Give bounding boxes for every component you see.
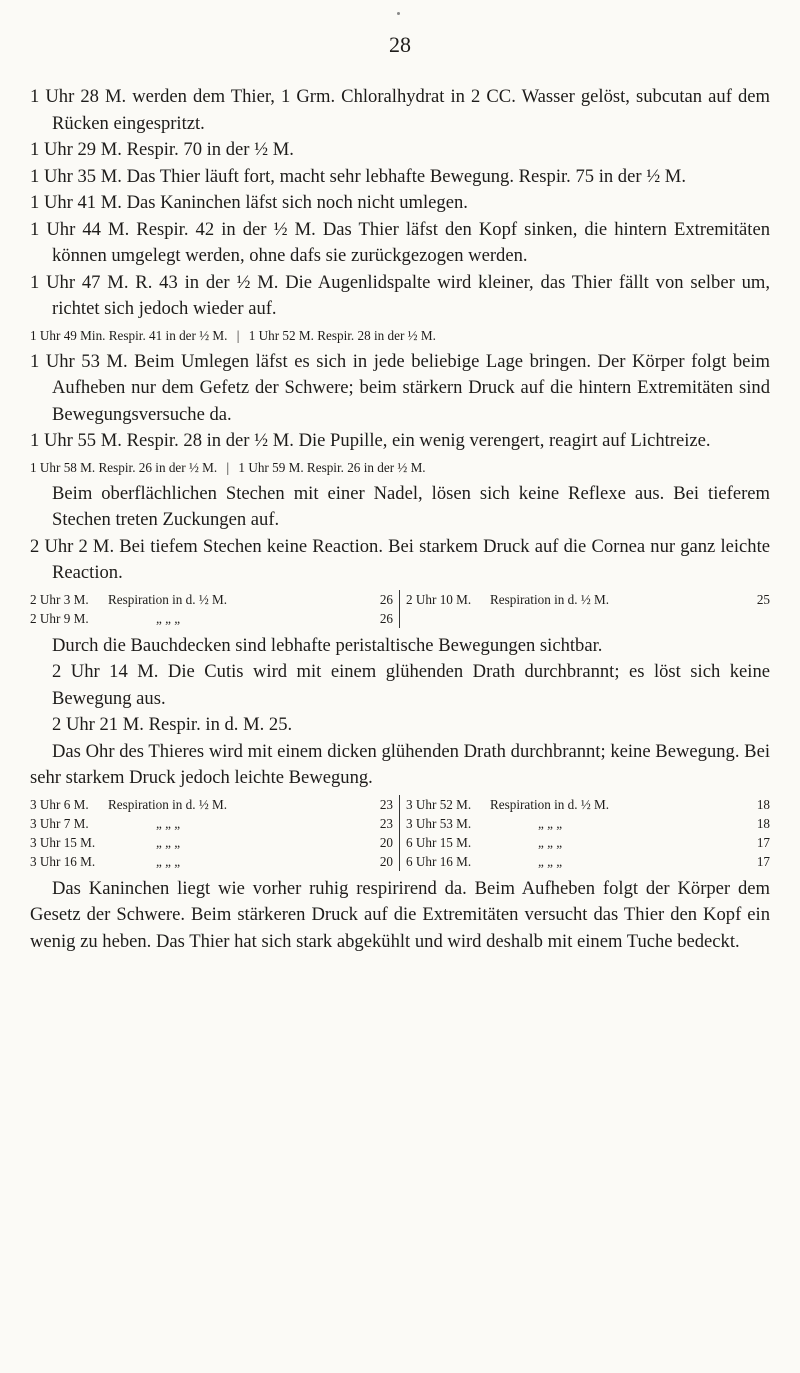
table-row: 2 Uhr 9 M. „ „ „ 26 [30,610,393,626]
log-entry-1-44: 1 Uhr 44 M. Respir. 42 in der ½ M. Das Thier läfst den Kopf sinken, die hintern Extremitäten können umgelegt werden, ohne dafs sie zurückgezogen werden. [30,218,770,266]
table-row: 3 Uhr 16 M. „ „ „ 20 [30,853,393,869]
note-2b: 1 Uhr 59 M. Respir. 26 in der ½ M. [238,459,426,475]
table-row: 2 Uhr 3 M. Respiration in d. ½ M. 26 [30,591,393,607]
log-entry-1-55: 1 Uhr 55 M. Respir. 28 in der ½ M. Die Pupille, ein wenig verengert, reagirt auf Lichtreize. [30,430,711,451]
table-1-right [400,590,770,628]
page-number: 28 [389,32,411,57]
respiration-table-2 [30,795,770,871]
table-2-right [400,795,770,871]
note-2a: 1 Uhr 58 M. Respir. 26 in der ½ M. [30,459,218,475]
ear-paragraph: Das Ohr des Thieres wird mit einem dicken glühenden Drath durchbrannt; keine Bewegung. Bei sehr starkem Druck jedoch leichte Bewegung. [30,740,770,788]
closing-paragraph: Das Kaninchen liegt wie vorher ruhig respirirend da. Beim Aufheben folgt der Körper dem Gesetz der Schwere. Beim stärkeren Druck auf die Extremitäten versucht das Thier den Kopf ein wenig zu heben. Das Thier hat sich stark abgekühlt und wird deshalb mit einem Tuche bedeckt. [30,877,770,952]
note-separator: | [226,459,230,475]
respiration-table-1 [30,590,770,628]
table-row: 2 Uhr 10 M. Respiration in d. ½ M. 25 [406,591,770,607]
note-separator: | [236,327,240,343]
table-row: 3 Uhr 6 M. Respiration in d. ½ M. 23 [30,796,393,812]
respiration-note-2 [30,458,770,477]
respiration-note-1 [30,326,770,345]
table-2-left [30,795,400,871]
log-entry-1-41: 1 Uhr 41 M. Das Kaninchen läfst sich noch nicht umlegen. [30,192,468,213]
table-row: 3 Uhr 7 M. „ „ „ 23 [30,815,393,831]
log-entry-2-14: 2 Uhr 14 M. Die Cutis wird mit einem glühenden Drath durchbrannt; es löst sich keine Bewegung aus. [52,661,770,709]
note-1b: 1 Uhr 52 M. Respir. 28 in der ½ M. [248,327,436,343]
peristalsis-paragraph: Durch die Bauchdecken sind lebhafte peristaltische Bewegungen sichtbar. [52,634,603,656]
ink-speck [397,12,400,15]
table-row: 3 Uhr 52 M. Respiration in d. ½ M. 18 [406,796,770,812]
table-1-left [30,590,400,628]
table-row: 3 Uhr 53 M. „ „ „ 18 [406,815,770,831]
log-entry-2-02: 2 Uhr 2 M. Bei tiefem Stechen keine Reaction. Bei starkem Druck auf die Cornea nur ganz leichte Reaction. [30,535,770,583]
table-row: 6 Uhr 16 M. „ „ „ 17 [406,853,770,869]
log-entry-1-47: 1 Uhr 47 M. R. 43 in der ½ M. Die Augenlidspalte wird kleiner, das Thier fällt von selber um, richtet sich jedoch wieder auf. [30,271,770,319]
reflex-paragraph: Beim oberflächlichen Stechen mit einer Nadel, lösen sich keine Reflexe aus. Bei tieferem Stechen treten Zuckungen auf. [52,482,770,530]
log-entry-1-28: 1 Uhr 28 M. werden dem Thier, 1 Grm. Chloralhydrat in 2 CC. Wasser gelöst, subcutan auf dem Rücken eingespritzt. [30,86,770,134]
table-row: 3 Uhr 15 M. „ „ „ 20 [30,834,393,850]
log-entry-1-53: 1 Uhr 53 M. Beim Umlegen läfst es sich in jede beliebige Lage bringen. Der Körper folgt beim Aufheben nur dem Gefetz der Schwere; beim stärkern Druck auf die hintern Extremitäten sind Bewegungsversuche da. [30,350,770,425]
note-1a: 1 Uhr 49 Min. Respir. 41 in der ½ M. [30,327,228,343]
log-entry-2-21: 2 Uhr 21 M. Respir. in d. M. 25. [52,714,293,735]
table-row: 6 Uhr 15 M. „ „ „ 17 [406,834,770,850]
log-entry-1-29: 1 Uhr 29 M. Respir. 70 in der ½ M. [30,139,294,160]
log-entry-1-35: 1 Uhr 35 M. Das Thier läuft fort, macht sehr lebhafte Bewegung. Respir. 75 in der ½ M. [30,165,686,187]
page-body [30,84,770,955]
